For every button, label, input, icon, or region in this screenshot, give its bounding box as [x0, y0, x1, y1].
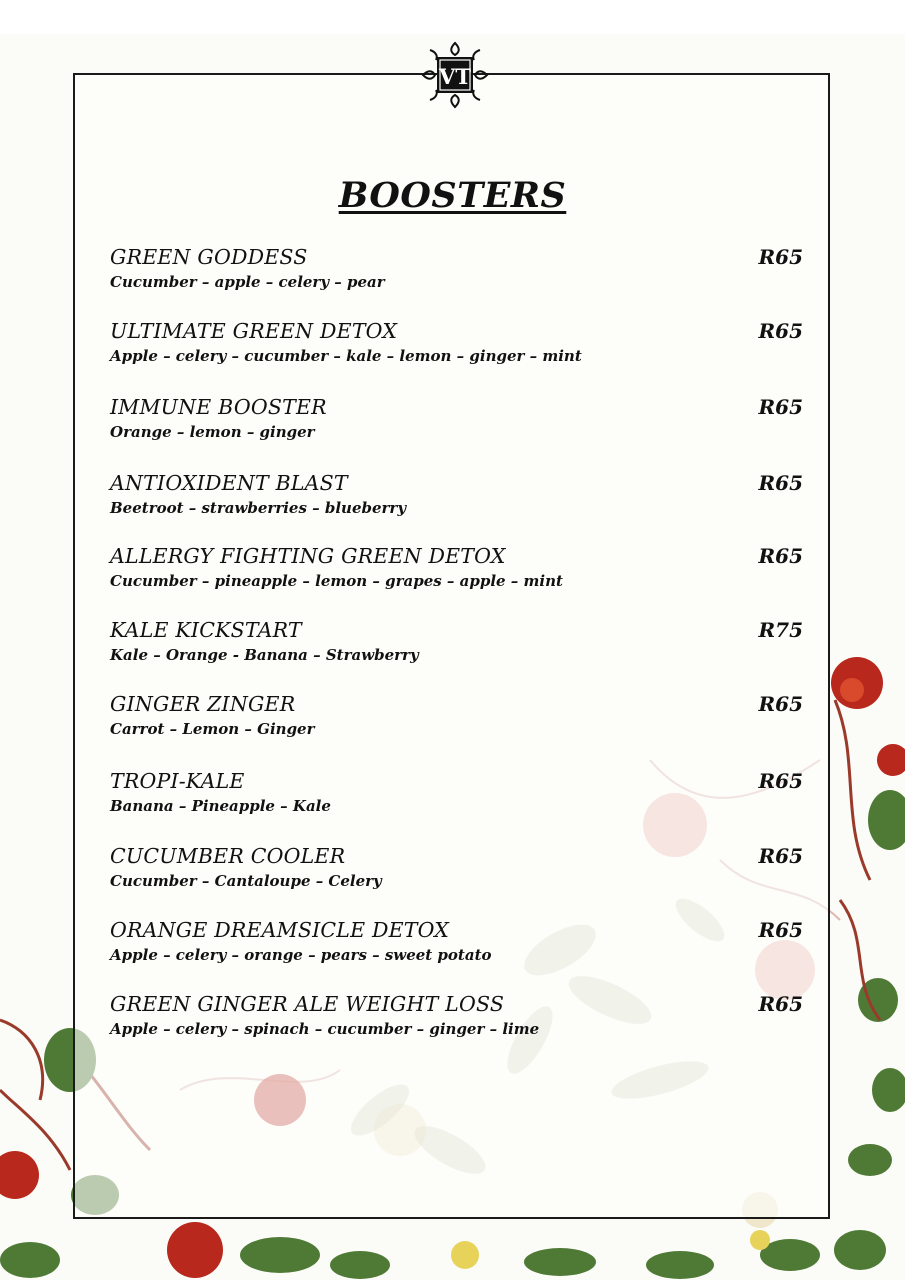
logo-monogram: VT — [439, 64, 471, 89]
item-name: ANTIOXIDENT BLAST — [110, 471, 348, 495]
item-ingredients: Apple – celery – cucumber – kale – lemon – ginger – mint — [110, 347, 582, 365]
item-name: CUCUMBER COOLER — [110, 844, 346, 868]
item-ingredients: Kale – Orange - Banana – Strawberry — [110, 646, 419, 664]
item-name: ORANGE DREAMSICLE DETOX — [110, 918, 450, 942]
menu-title: BOOSTERS — [338, 175, 567, 216]
item-name: TROPI-KALE — [110, 769, 245, 793]
item-name: IMMUNE BOOSTER — [110, 395, 327, 419]
item-ingredients: Orange – lemon – ginger — [110, 423, 315, 441]
item-price: R75 — [758, 618, 803, 642]
item-price: R65 — [758, 245, 803, 269]
item-ingredients: Apple – celery – orange – pears – sweet potato — [110, 946, 492, 964]
item-price: R65 — [758, 471, 803, 495]
item-price: R65 — [758, 544, 803, 568]
item-ingredients: Cucumber – Cantaloupe – Celery — [110, 872, 382, 890]
item-ingredients: Beetroot – strawberries – blueberry — [110, 499, 407, 517]
item-name: KALE KICKSTART — [110, 618, 302, 642]
item-price: R65 — [758, 918, 803, 942]
item-ingredients: Apple – celery – spinach – cucumber – ginger – lime — [110, 1020, 540, 1038]
item-ingredients: Cucumber – apple – celery – pear — [110, 273, 385, 291]
item-name: ULTIMATE GREEN DETOX — [110, 319, 398, 343]
item-price: R65 — [758, 692, 803, 716]
item-name: GINGER ZINGER — [110, 692, 296, 716]
item-price: R65 — [758, 395, 803, 419]
item-price: R65 — [758, 844, 803, 868]
item-ingredients: Carrot – Lemon – Ginger — [110, 720, 315, 738]
item-ingredients: Cucumber – pineapple – lemon – grapes – apple – mint — [110, 572, 563, 590]
item-ingredients: Banana – Pineapple – Kale — [110, 797, 331, 815]
item-name: GREEN GINGER ALE WEIGHT LOSS — [110, 992, 505, 1016]
item-name: GREEN GODDESS — [110, 245, 308, 269]
item-name: ALLERGY FIGHTING GREEN DETOX — [110, 544, 506, 568]
item-price: R65 — [758, 769, 803, 793]
vt-logo — [420, 40, 490, 110]
item-price: R65 — [758, 319, 803, 343]
item-price: R65 — [758, 992, 803, 1016]
